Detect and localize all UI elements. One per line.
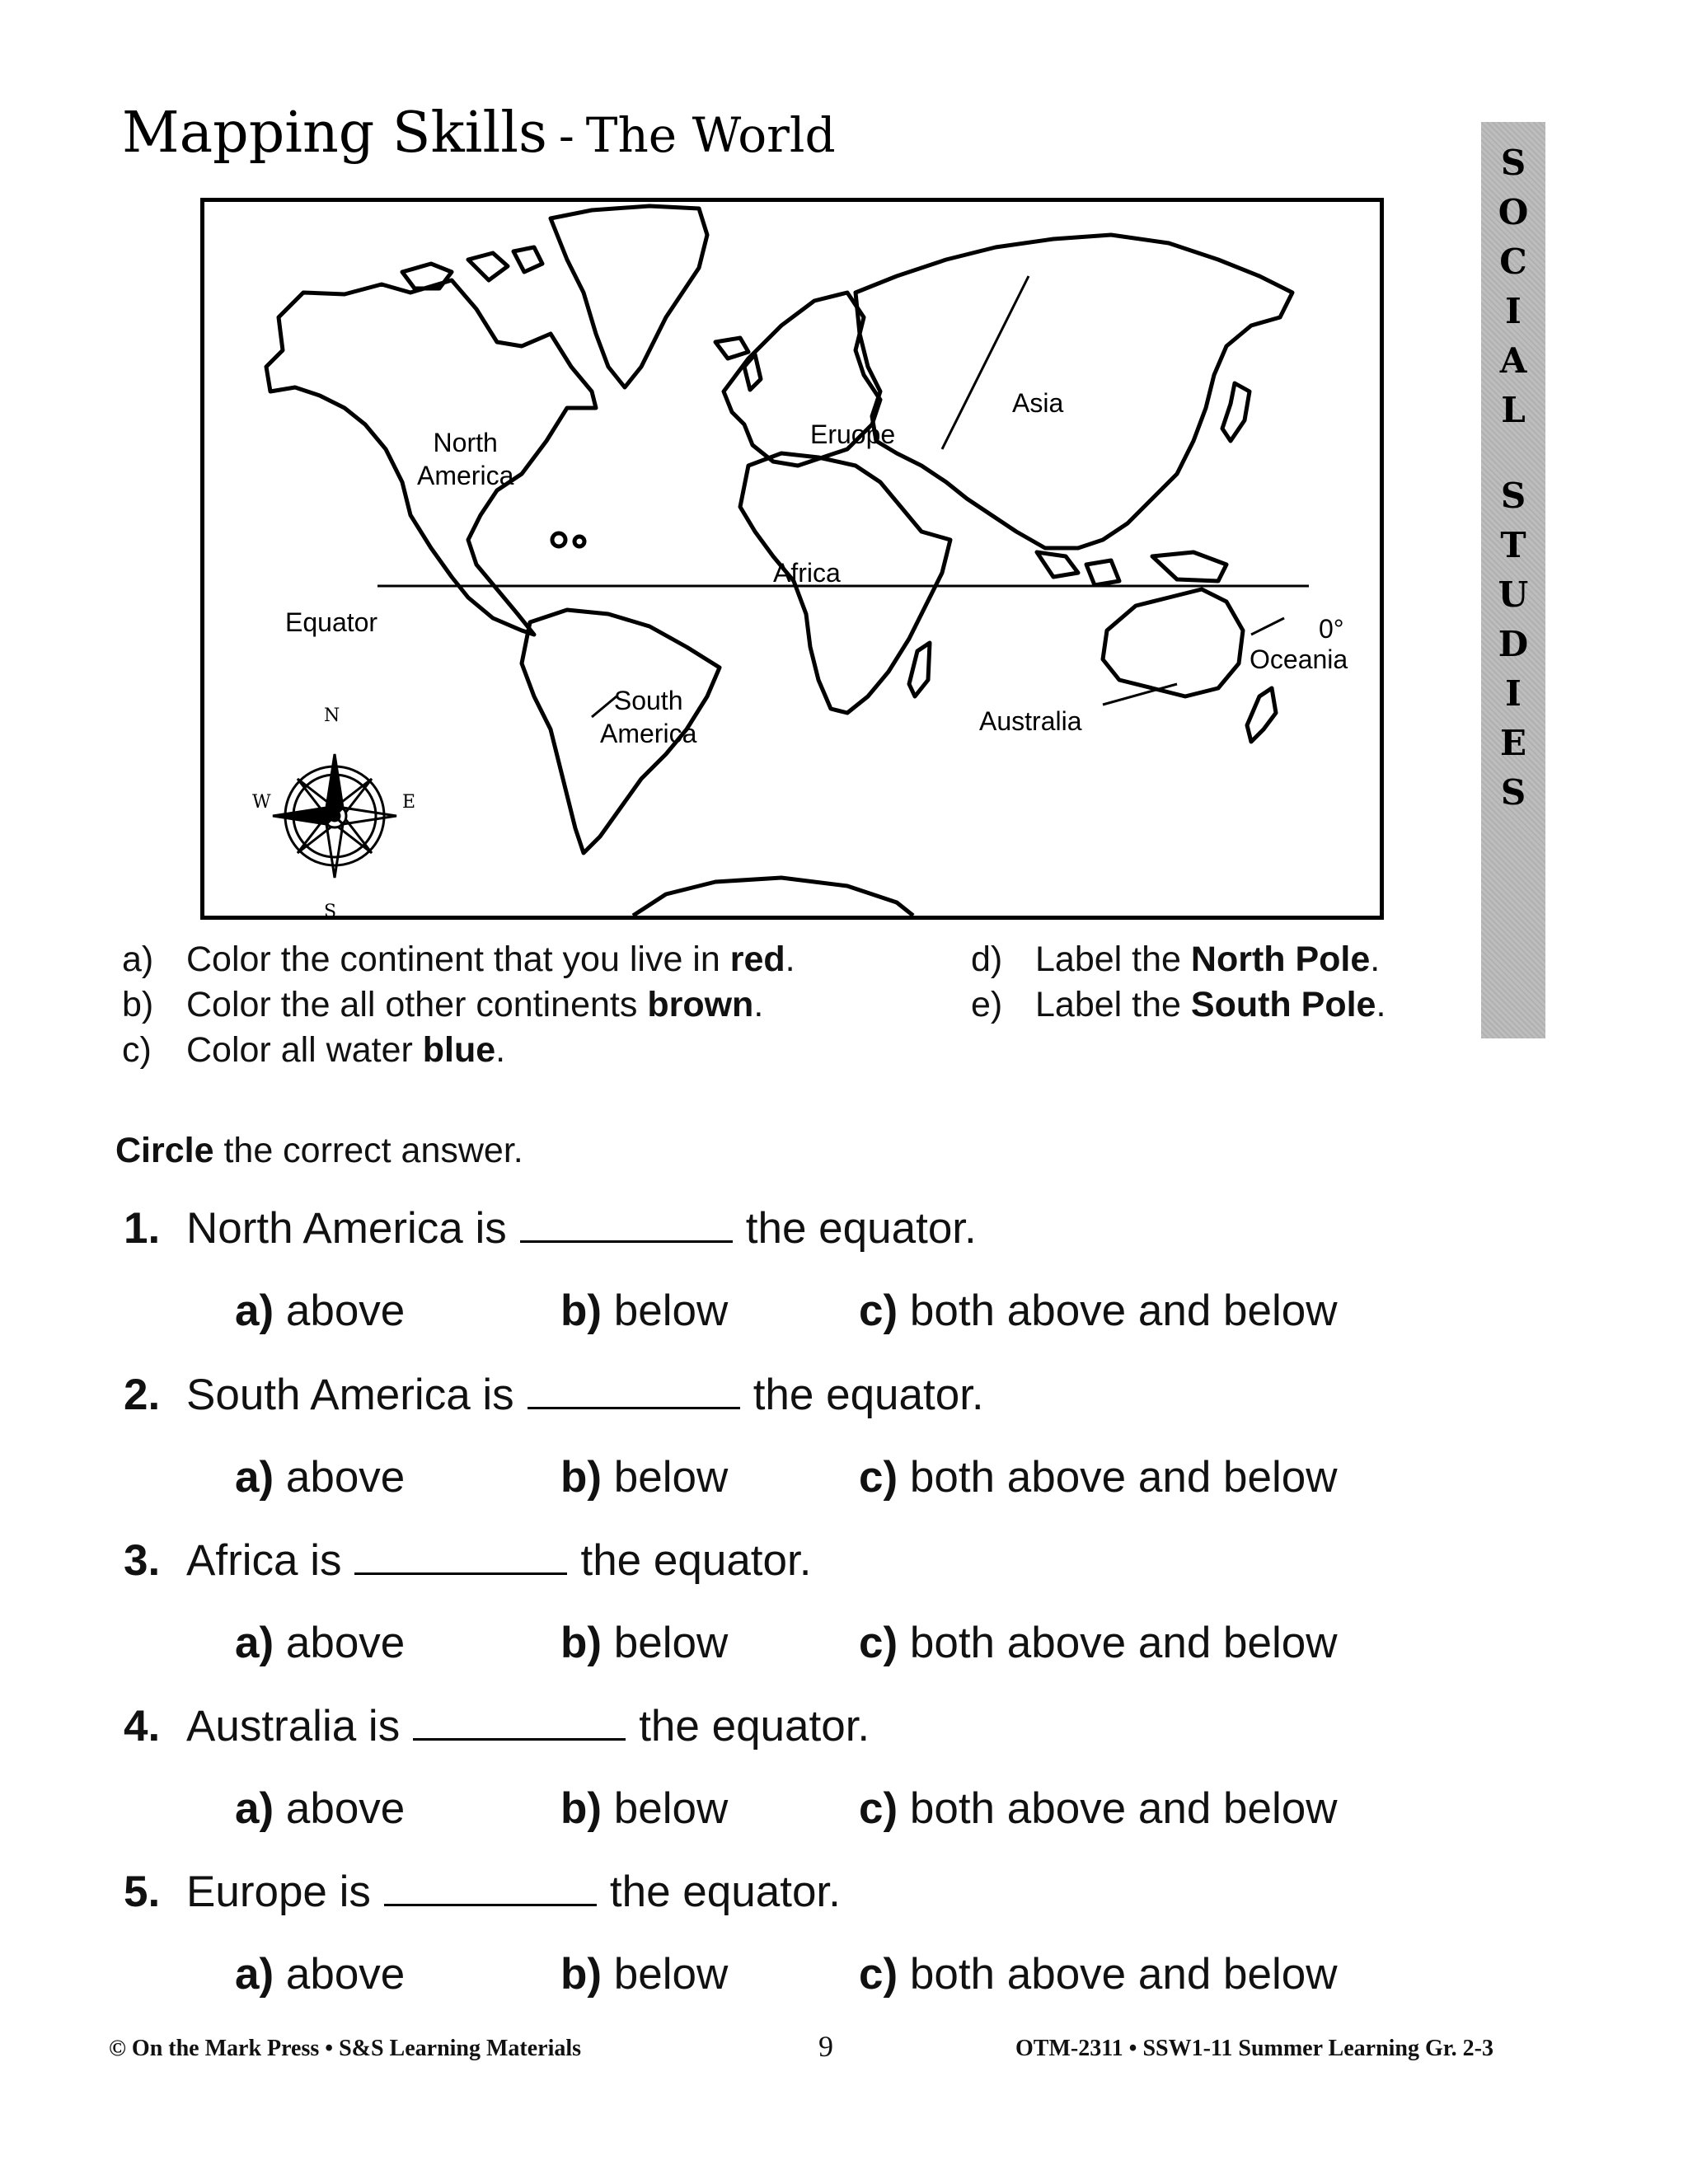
question-tail: the equator. bbox=[745, 1204, 977, 1253]
instruction-emph: South Pole bbox=[1190, 985, 1376, 1024]
instruction-end: . bbox=[1370, 940, 1381, 979]
compass-s: S bbox=[324, 902, 337, 922]
option-text: above bbox=[285, 1453, 406, 1502]
compass-w: W bbox=[252, 792, 271, 813]
option-text: below bbox=[613, 1784, 729, 1833]
instruction-text: Color the all other continents bbox=[186, 985, 648, 1024]
option-c[interactable] bbox=[859, 1949, 1338, 1999]
option-c[interactable] bbox=[859, 1286, 1338, 1336]
side-tab-letter: U bbox=[1498, 574, 1529, 615]
option-key: c) bbox=[859, 1784, 898, 1833]
circle-prompt bbox=[115, 1131, 523, 1171]
answer-blank bbox=[354, 1536, 567, 1575]
instruction-b bbox=[122, 985, 763, 1025]
option-b[interactable] bbox=[560, 1783, 728, 1834]
indonesia-2 bbox=[1086, 560, 1119, 585]
title-separator: - bbox=[558, 110, 574, 163]
option-key: b) bbox=[560, 1950, 603, 1999]
question-number: 3. bbox=[124, 1536, 161, 1585]
side-tab-letter: S bbox=[1500, 476, 1526, 516]
instruction-text: Label the bbox=[1035, 985, 1191, 1024]
side-tab-letter: I bbox=[1505, 673, 1522, 714]
label-africa: Africa bbox=[773, 558, 841, 588]
option-text: both above and below bbox=[909, 1286, 1338, 1335]
instruction-text: Color the continent that you live in bbox=[186, 940, 730, 979]
option-text: below bbox=[613, 1286, 729, 1335]
side-tab-letter: S bbox=[1500, 772, 1526, 813]
instruction-end: . bbox=[753, 985, 764, 1024]
question-subject: North America is bbox=[186, 1204, 507, 1253]
option-text: above bbox=[285, 1619, 406, 1667]
label-north-america-line2: America bbox=[417, 461, 514, 490]
compass-n: N bbox=[324, 705, 340, 726]
instruction-end: . bbox=[1376, 985, 1386, 1024]
label-south-america bbox=[600, 684, 696, 750]
question-2 bbox=[124, 1370, 984, 1420]
new-zealand-shape bbox=[1247, 688, 1276, 742]
answer-blank bbox=[384, 1868, 597, 1906]
option-key: c) bbox=[859, 1950, 898, 1999]
footer-right: OTM-2311 • SSW1-11 Summer Learning Gr. 2-3 bbox=[1015, 2036, 1493, 2061]
question-tail: the equator. bbox=[753, 1371, 984, 1419]
africa-shape bbox=[740, 453, 950, 713]
option-a[interactable] bbox=[235, 1783, 405, 1834]
side-tab-letter: C bbox=[1499, 241, 1527, 282]
instruction-d bbox=[971, 940, 1380, 980]
option-text: below bbox=[613, 1619, 729, 1667]
instruction-emph: red bbox=[729, 940, 785, 979]
question-tail: the equator. bbox=[580, 1536, 812, 1585]
japan-shape bbox=[1222, 383, 1250, 441]
option-text: both above and below bbox=[909, 1950, 1338, 1999]
australia-shape bbox=[1103, 589, 1243, 696]
question-1 bbox=[124, 1203, 977, 1254]
option-key: a) bbox=[235, 1950, 274, 1999]
title-sub: The World bbox=[585, 107, 836, 163]
option-a[interactable] bbox=[235, 1286, 405, 1336]
indonesia-1 bbox=[1037, 552, 1078, 577]
option-key: a) bbox=[235, 1453, 274, 1502]
question-3 bbox=[124, 1535, 811, 1586]
option-key: b) bbox=[560, 1453, 603, 1502]
option-b[interactable] bbox=[560, 1286, 728, 1336]
option-b[interactable] bbox=[560, 1452, 728, 1502]
instruction-key: c) bbox=[122, 1030, 152, 1070]
option-key: b) bbox=[560, 1286, 603, 1335]
question-tail: the equator. bbox=[609, 1868, 841, 1916]
option-key: b) bbox=[560, 1784, 603, 1833]
instruction-text: Color all water bbox=[186, 1030, 423, 1070]
greenland-shape bbox=[551, 206, 707, 387]
label-asia: Asia bbox=[1012, 388, 1064, 418]
side-tab-letter: I bbox=[1505, 291, 1522, 331]
label-oceania: Oceania bbox=[1250, 644, 1348, 674]
option-text: above bbox=[285, 1286, 406, 1335]
instruction-c bbox=[122, 1030, 505, 1071]
question-number: 4. bbox=[124, 1702, 161, 1750]
question-subject: Africa is bbox=[186, 1536, 342, 1585]
option-key: a) bbox=[235, 1286, 274, 1335]
option-b[interactable] bbox=[560, 1949, 728, 1999]
footer-left: © On the Mark Press • S&S Learning Materials bbox=[109, 2036, 582, 2061]
question-number: 5. bbox=[124, 1868, 161, 1916]
label-zero-degree: 0° bbox=[1319, 614, 1344, 644]
answer-blank bbox=[520, 1204, 733, 1243]
side-tab-letter: A bbox=[1499, 340, 1527, 381]
side-tab-letter: L bbox=[1501, 390, 1526, 430]
option-a[interactable] bbox=[235, 1949, 405, 1999]
question-4 bbox=[124, 1701, 870, 1751]
option-a[interactable] bbox=[235, 1452, 405, 1502]
instruction-key: d) bbox=[971, 940, 1003, 979]
compass-rose-icon bbox=[273, 754, 396, 878]
circle-prompt-rest: the correct answer. bbox=[213, 1131, 523, 1170]
question-number: 2. bbox=[124, 1371, 161, 1419]
option-key: c) bbox=[859, 1619, 898, 1667]
option-key: b) bbox=[560, 1619, 603, 1667]
instruction-e bbox=[971, 985, 1386, 1025]
option-key: a) bbox=[235, 1784, 274, 1833]
instruction-key: a) bbox=[122, 940, 154, 979]
option-text: above bbox=[285, 1784, 406, 1833]
instruction-end: . bbox=[785, 940, 795, 979]
answer-blank bbox=[528, 1371, 740, 1409]
new-guinea-shape bbox=[1152, 552, 1226, 581]
answer-blank bbox=[413, 1702, 626, 1741]
option-text: both above and below bbox=[909, 1453, 1338, 1502]
option-c[interactable] bbox=[859, 1618, 1338, 1668]
iceland-shape bbox=[715, 338, 748, 359]
option-c[interactable] bbox=[859, 1783, 1338, 1834]
question-subject: Australia is bbox=[186, 1702, 401, 1750]
option-key: a) bbox=[235, 1619, 274, 1667]
side-tab-letter: S bbox=[1500, 143, 1526, 183]
social-studies-tab bbox=[1481, 122, 1545, 1038]
side-tab-letter: O bbox=[1498, 192, 1529, 232]
arctic-island-3 bbox=[513, 247, 542, 272]
label-north-america bbox=[417, 426, 513, 492]
option-text: both above and below bbox=[909, 1784, 1338, 1833]
question-number: 1. bbox=[124, 1204, 161, 1253]
instruction-key: e) bbox=[971, 985, 1003, 1024]
footer-page-number: 9 bbox=[818, 2030, 833, 2063]
instruction-key: b) bbox=[122, 985, 154, 1024]
option-text: both above and below bbox=[909, 1619, 1338, 1667]
circle-prompt-emph: Circle bbox=[115, 1131, 214, 1170]
title-main: Mapping Skills bbox=[122, 101, 547, 166]
arctic-island-1 bbox=[402, 264, 452, 288]
option-key: c) bbox=[859, 1286, 898, 1335]
antarctica-shape bbox=[633, 878, 913, 916]
instruction-text: Label the bbox=[1035, 940, 1191, 979]
question-subject: Europe is bbox=[186, 1868, 371, 1916]
label-equator: Equator bbox=[285, 607, 378, 637]
instruction-emph: blue bbox=[422, 1030, 496, 1070]
instruction-emph: North Pole bbox=[1190, 940, 1371, 979]
option-key: c) bbox=[859, 1453, 898, 1502]
question-subject: South America is bbox=[186, 1371, 514, 1419]
question-tail: the equator. bbox=[639, 1702, 870, 1750]
arctic-island-2 bbox=[468, 253, 508, 280]
instruction-emph: brown bbox=[647, 985, 754, 1024]
instruction-end: . bbox=[495, 1030, 506, 1070]
compass-e: E bbox=[402, 792, 416, 813]
option-a[interactable] bbox=[235, 1618, 405, 1668]
question-5 bbox=[124, 1867, 841, 1917]
option-b[interactable] bbox=[560, 1618, 728, 1668]
label-south-america-line2: America bbox=[600, 719, 697, 748]
option-text: above bbox=[285, 1950, 406, 1999]
side-tab-letter: D bbox=[1498, 624, 1529, 664]
page-title bbox=[122, 101, 836, 166]
label-north-america-line1: North bbox=[433, 428, 498, 457]
option-c[interactable] bbox=[859, 1452, 1338, 1502]
instruction-a bbox=[122, 940, 795, 980]
option-text: below bbox=[613, 1453, 729, 1502]
asia-shape bbox=[856, 235, 1292, 548]
side-tab-letter: E bbox=[1499, 723, 1526, 763]
label-australia: Australia bbox=[979, 706, 1082, 736]
option-text: below bbox=[613, 1950, 729, 1999]
side-tab-letter: T bbox=[1500, 525, 1526, 565]
label-south-america-line1: South bbox=[613, 686, 683, 715]
world-map bbox=[200, 198, 1384, 920]
label-europe: Eruope bbox=[810, 419, 896, 449]
madagascar-shape bbox=[909, 643, 930, 696]
